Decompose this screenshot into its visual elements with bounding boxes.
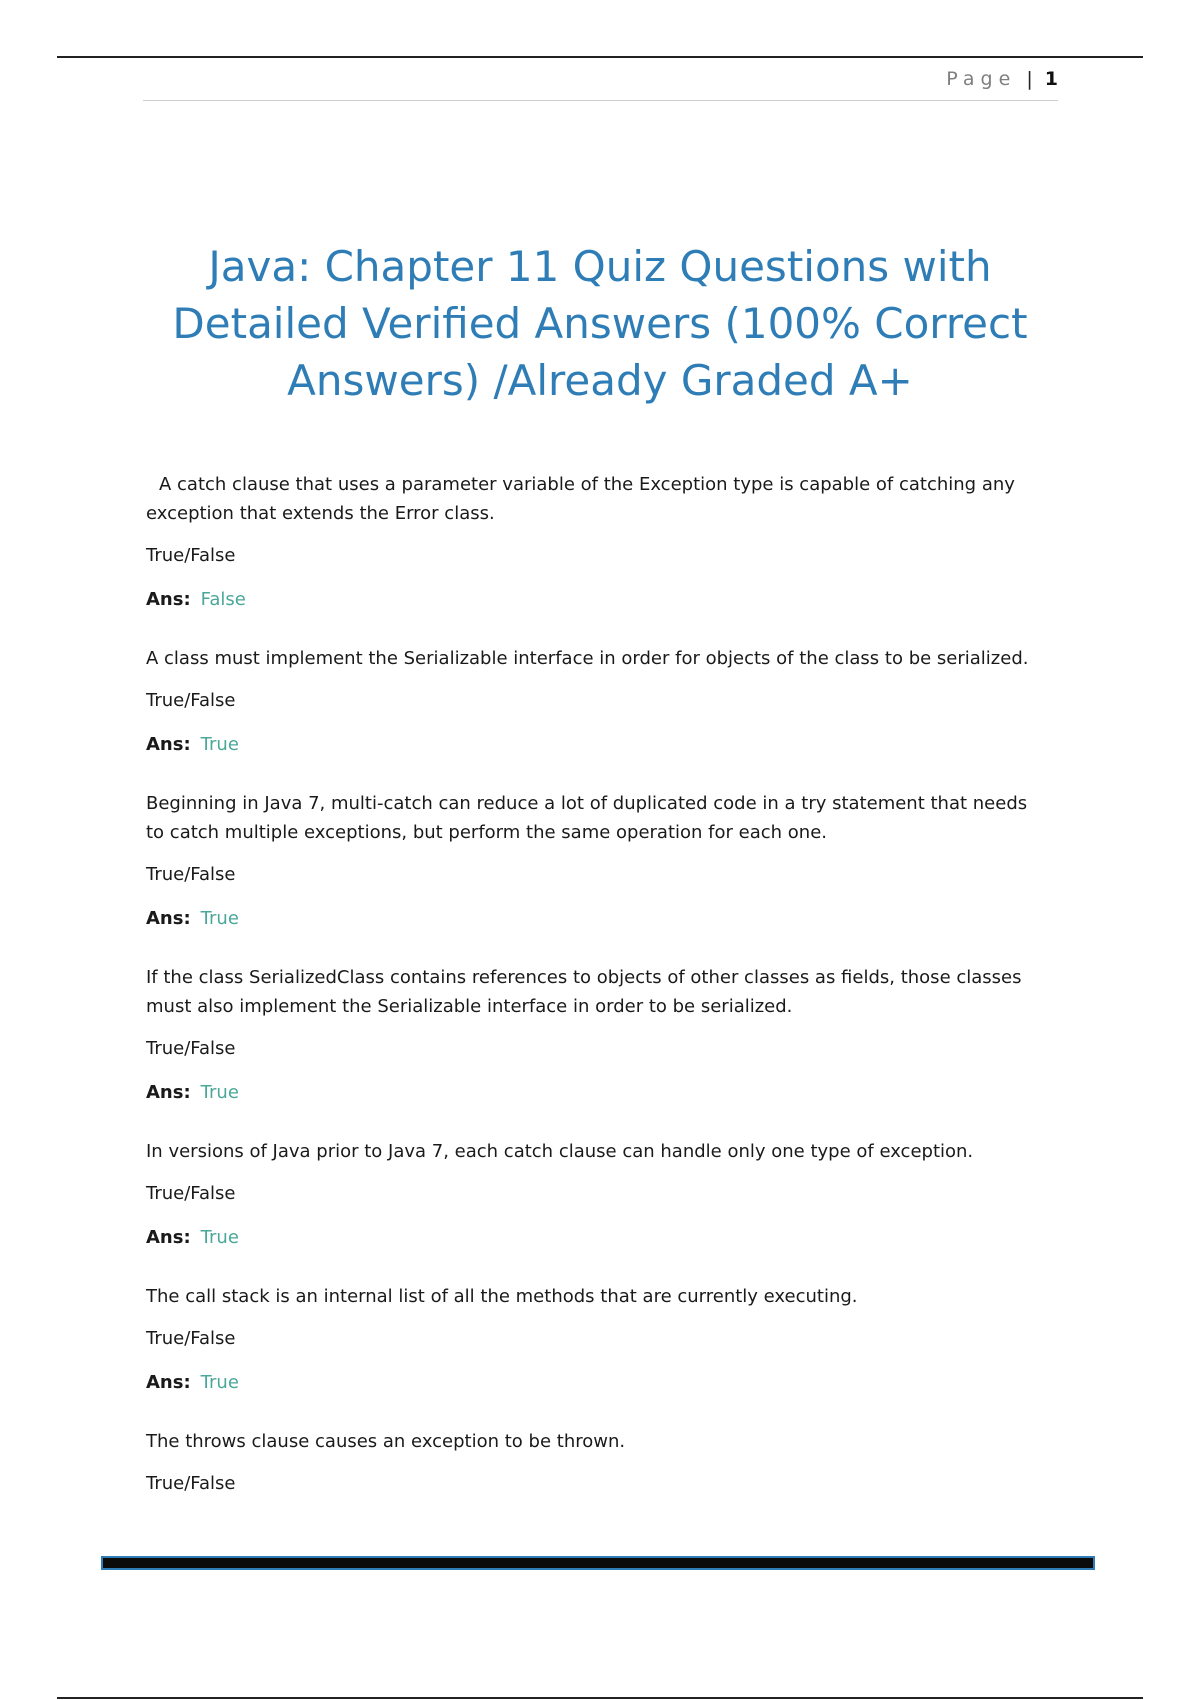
question-type: True/False: [146, 864, 236, 885]
question-block: [146, 789, 1046, 932]
top-page-rule: [57, 56, 1143, 58]
answer-value: True: [200, 1082, 239, 1103]
answer-line: [146, 1225, 1046, 1251]
page-word: Page: [946, 68, 1017, 90]
answer-line: [146, 732, 1046, 758]
answer-label: Ans:: [146, 908, 191, 929]
answer-value: True: [200, 908, 239, 929]
answer-value: True: [200, 1227, 239, 1248]
answer-line: [146, 587, 1046, 613]
question-type: True/False: [146, 1183, 236, 1204]
answer-value: False: [200, 589, 246, 610]
question-text: The throws clause causes an exception to be thrown.: [146, 1431, 626, 1452]
question-text: The call stack is an internal list of all the methods that are currently executing.: [146, 1286, 858, 1307]
question-block: [146, 1137, 1046, 1251]
question-text: In versions of Java prior to Java 7, each catch clause can handle only one type of exception.: [146, 1141, 974, 1162]
answer-line: [146, 1370, 1046, 1396]
question-block: [146, 470, 1046, 613]
question-text: Beginning in Java 7, multi-catch can reduce a lot of duplicated code in a try statement that needs to catch multiple exceptions, but perform the same operation for each one.: [146, 793, 1028, 843]
question-block: [146, 644, 1046, 758]
answer-line: [146, 1080, 1046, 1106]
question-text: A catch clause that uses a parameter variable of the Exception type is capable of catching any exception that extends the Error class.: [146, 474, 1015, 524]
question-type: True/False: [146, 1328, 236, 1349]
question-block: [146, 1427, 1046, 1497]
answer-label: Ans:: [146, 589, 191, 610]
question-text: If the class SerializedClass contains references to objects of other classes as fields, those classes must also implement the Serializable interface in order to be serialized.: [146, 967, 1022, 1017]
answer-value: True: [200, 734, 239, 755]
answer-label: Ans:: [146, 1372, 191, 1393]
answer-label: Ans:: [146, 734, 191, 755]
question-block: [146, 1282, 1046, 1396]
page-number: 1: [1044, 68, 1058, 90]
document-title: Java: Chapter 11 Quiz Questions with Detailed Verified Answers (100% Correct Answers) /Already Graded A+: [172, 242, 1028, 405]
answer-line: [146, 906, 1046, 932]
question-text: A class must implement the Serializable interface in order for objects of the class to be serialized.: [146, 648, 1029, 669]
question-type: True/False: [146, 1473, 236, 1494]
answer-label: Ans:: [146, 1227, 191, 1248]
question-type: True/False: [146, 690, 236, 711]
question-block: [146, 963, 1046, 1106]
question-type: True/False: [146, 545, 236, 566]
question-list: [146, 470, 1046, 1515]
question-type: True/False: [146, 1038, 236, 1059]
page-header: [143, 68, 1058, 101]
answer-value: True: [200, 1372, 239, 1393]
bottom-page-rule: [57, 1697, 1143, 1699]
page-separator: |: [1026, 68, 1033, 90]
footer-bar: [101, 1556, 1095, 1570]
answer-label: Ans:: [146, 1082, 191, 1103]
